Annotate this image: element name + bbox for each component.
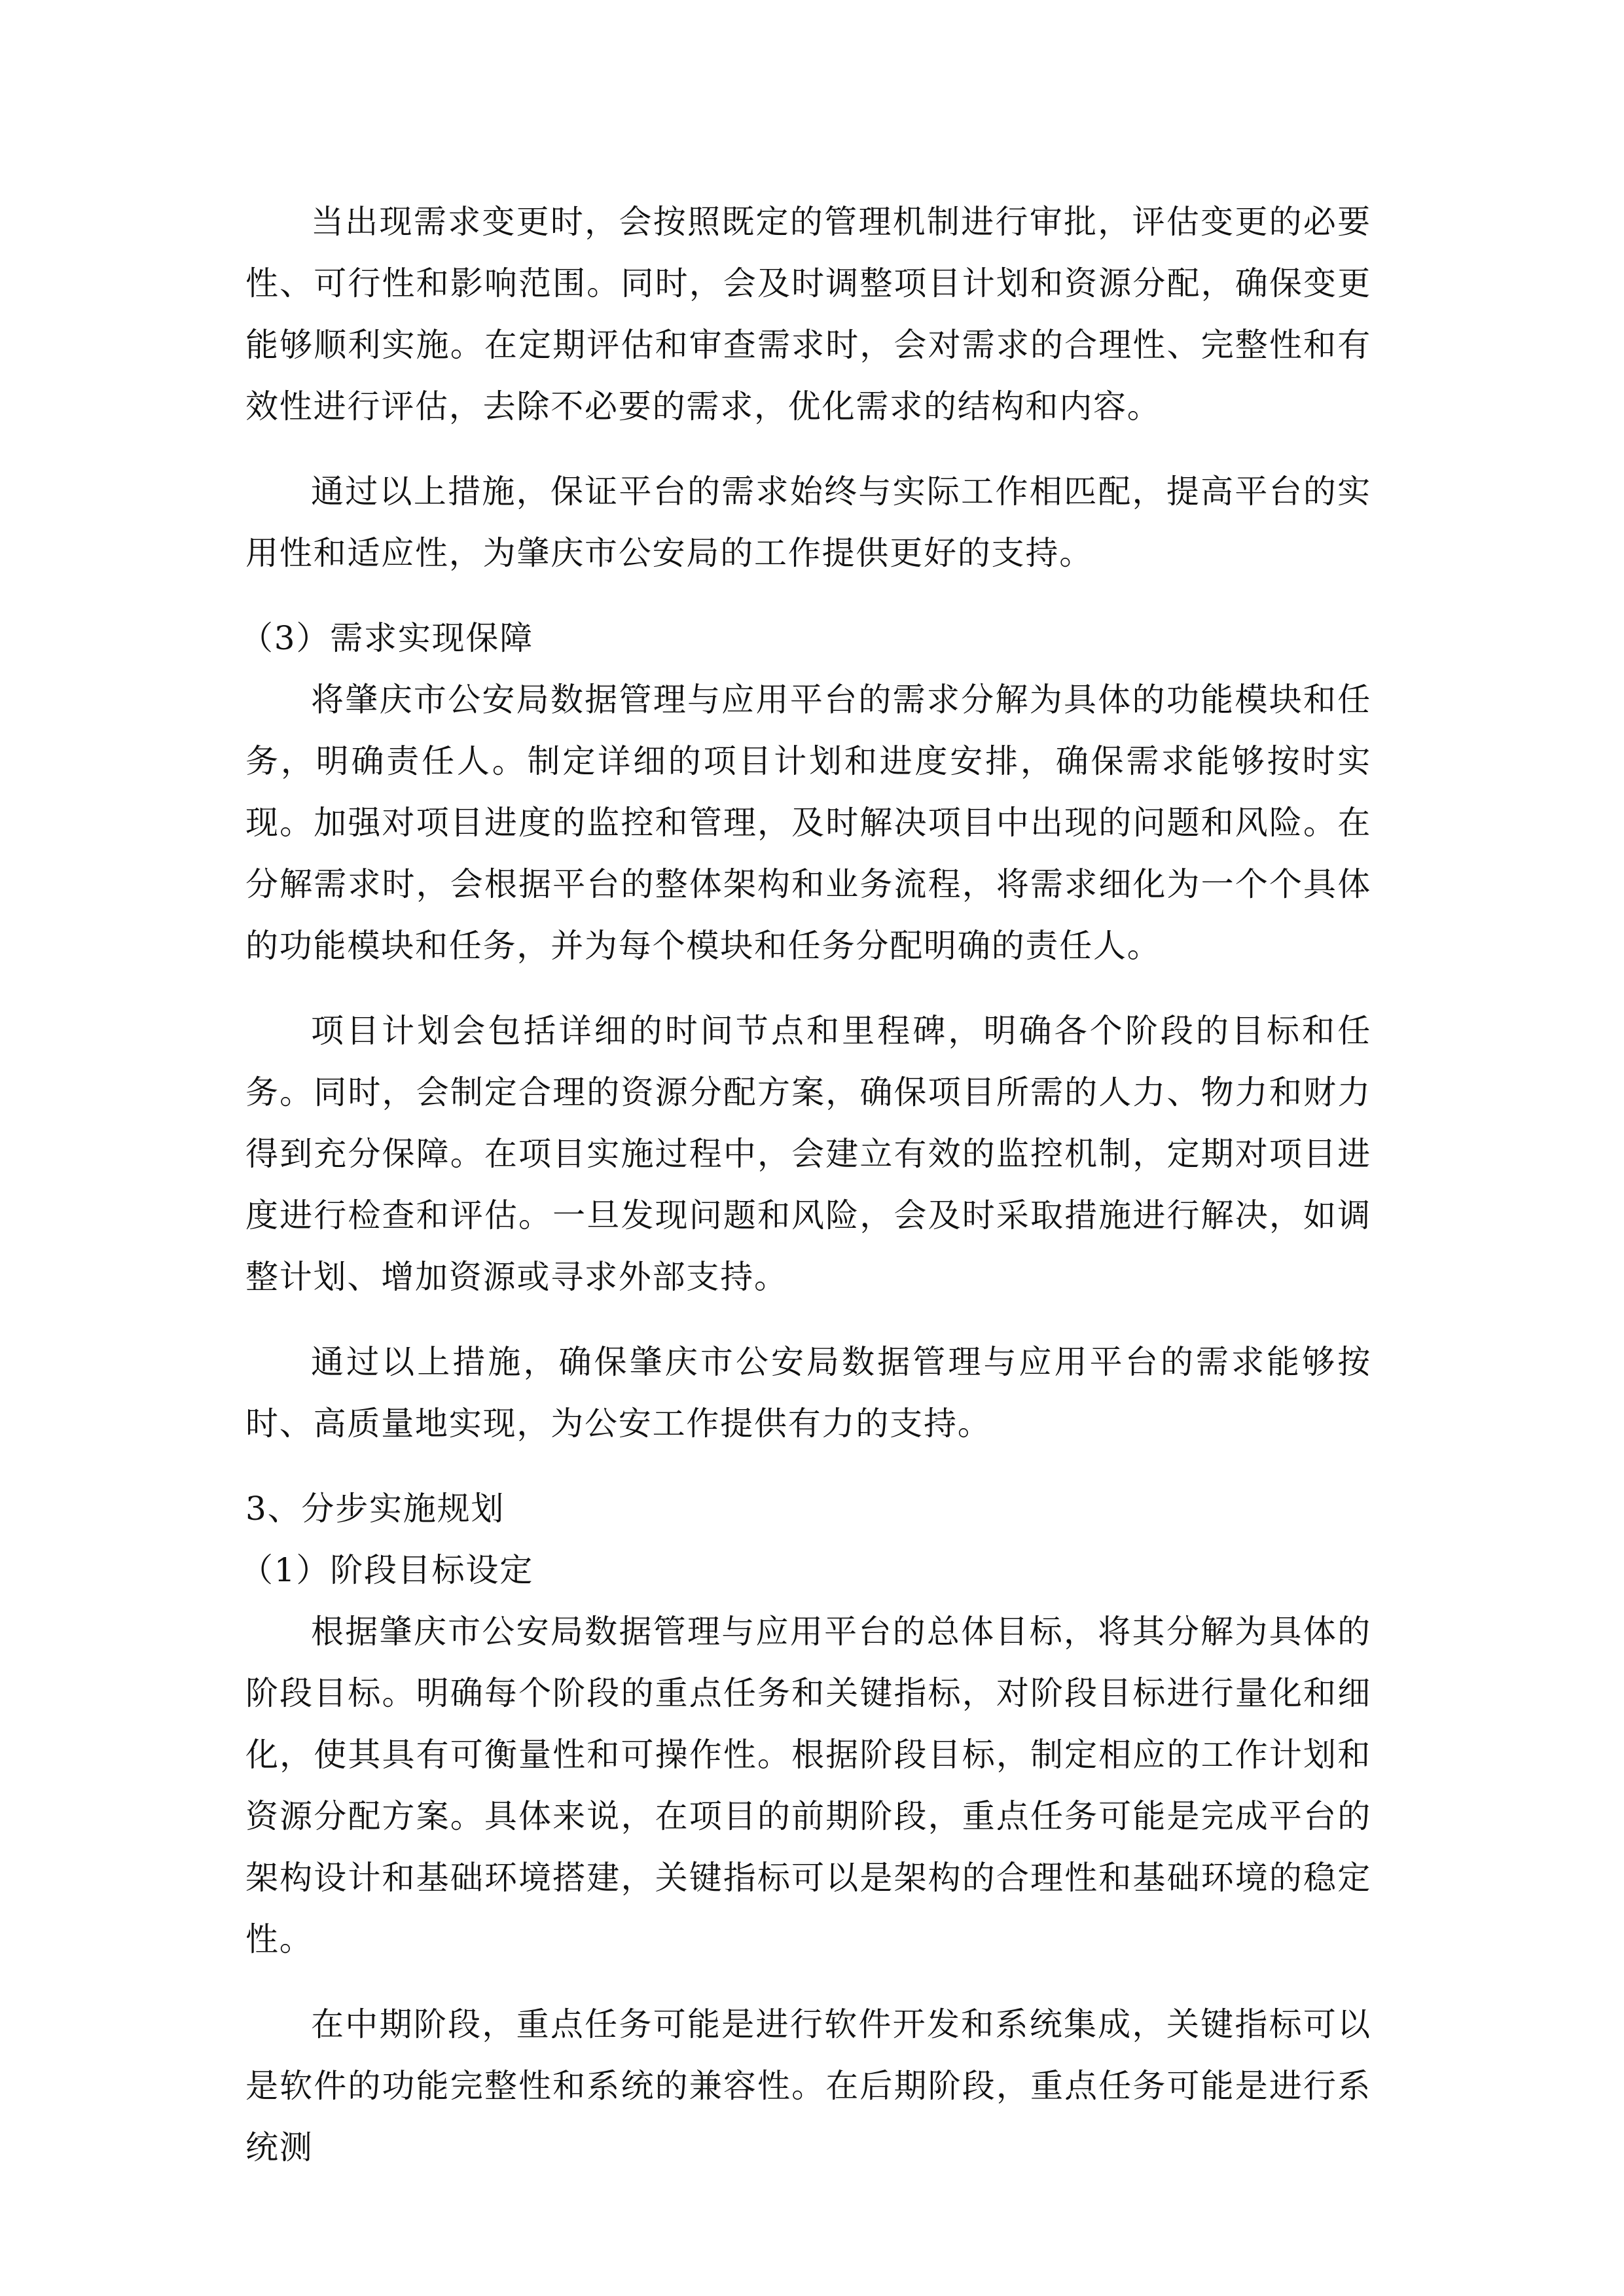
heading-phase-goals: （1）阶段目标设定: [240, 1551, 534, 1589]
paragraph-mid-phase: 在中期阶段，重点任务可能是进行软件开发和系统集成，关键指标可以是软件的功能完整性和系统的兼容性。在后期阶段，重点任务可能是进行系统测: [245, 2005, 1371, 2166]
paragraph-on-time-delivery: 通过以上措施，确保肇庆市公安局数据管理与应用平台的需求能够按时、高质量地实现，为公安工作提供有力的支持。: [245, 1343, 1371, 1443]
paragraph-phase-goal-decomposition: 根据肇庆市公安局数据管理与应用平台的总体目标，将其分解为具体的阶段目标。明确每个阶段的重点任务和关键指标，对阶段目标进行量化和细化，使其具有可衡量性和可操作性。根据阶段目标，制定相应的工作计划和资源分配方案。具体来说，在项目的前期阶段，重点任务可能是完成平台的架构设计和基础环境搭建，关键指标可以是架构的合理性和基础环境的稳定性。: [245, 1613, 1371, 1958]
document-page: [240, 191, 1371, 2202]
paragraph-change-approval: 当出现需求变更时，会按照既定的管理机制进行审批，评估变更的必要性、可行性和影响范围。同时，会及时调整项目计划和资源分配，确保变更能够顺利实施。在定期评估和审查需求时，会对需求的合理性、完整性和有效性进行评估，去除不必要的需求，优化需求的结构和内容。: [245, 203, 1371, 425]
heading-requirement-guarantee: （3）需求实现保障: [240, 619, 534, 657]
paragraph-requirement-decomposition: 将肇庆市公安局数据管理与应用平台的需求分解为具体的功能模块和任务，明确责任人。制定详细的项目计划和进度安排，确保需求能够按时实现。加强对项目进度的监控和管理，及时解决项目中出现的问题和风险。在分解需求时，会根据平台的整体架构和业务流程，将需求细化为一个个具体的功能模块和任务，并为每个模块和任务分配明确的责任人。: [245, 681, 1371, 965]
heading-phased-implementation: 3、分步实施规划: [245, 1490, 505, 1528]
paragraph-project-plan: 项目计划会包括详细的时间节点和里程碑，明确各个阶段的目标和任务。同时，会制定合理的资源分配方案，确保项目所需的人力、物力和财力得到充分保障。在项目实施过程中，会建立有效的监控机制，定期对项目进度进行检查和评估。一旦发现问题和风险，会及时采取措施进行解决，如调整计划、增加资源或寻求外部支持。: [245, 1012, 1371, 1296]
paragraph-requirement-match: 通过以上措施，保证平台的需求始终与实际工作相匹配，提高平台的实用性和适应性，为肇庆市公安局的工作提供更好的支持。: [245, 473, 1371, 572]
